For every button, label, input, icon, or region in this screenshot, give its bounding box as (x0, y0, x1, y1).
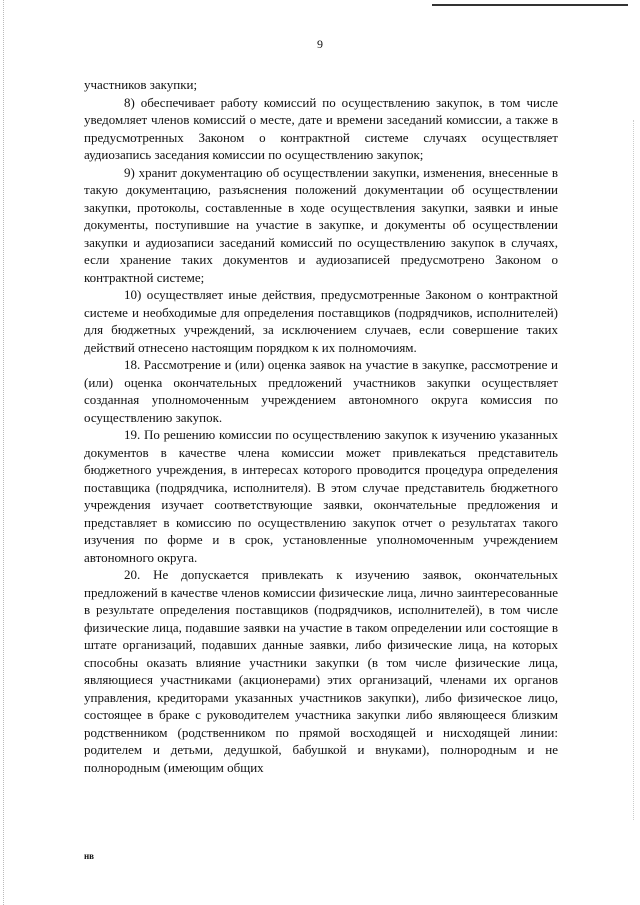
paragraph-clause-18: 18. Рассмотрение и (или) оценка заявок на участие в закупке, рассмотрение и (или) оценка окончательных предложений участников закупки осуществляет созданная уполномоченным учреждением автономного округа комиссия по осуществлению закупок. (84, 357, 558, 425)
paragraph-item-8: 8) обеспечивает работу комиссий по осуществлению закупок, в том числе уведомляет членов комиссий о месте, дате и времени заседаний комиссии, а также в предусмотренных Законом о контрактной системе случаях осуществляет аудиозапись заседания комиссии по осуществлению закупок; (84, 94, 558, 162)
paragraph-clause-19: 19. По решению комиссии по осуществлению закупок к изучению указанных документов в качестве члена комиссии может привлекаться представитель бюджетного учреждения, в интересах которого проводится процедура определения поставщика (подрядчика, исполнителя). В этом случае представитель бюджетного учреждения изучает соответствующие заявки, окончательные предложения и представляет в комиссию по осуществлению закупок отчет о результатах такого изучения по форме и в срок, установленные уполномоченным учреждением автономного округа. (84, 427, 558, 565)
paragraph-item-9: 9) хранит документацию об осуществлении закупки, изменения, внесенные в такую документацию, разъяснения положений документации об осуществлении закупки, протоколы, составленные в ходе осуществления закупки, заявки и иные документы, поступившие на участие в закупке, и документы об осуществлении закупки и аудиозаписи заседаний комиссий по осуществлению закупок в случаях, если хранение таких документов и аудиозаписей предусмотрено Законом о контрактной системе; (84, 164, 558, 285)
paragraph-item-10: 10) осуществляет иные действия, предусмотренные Законом о контрактной системе и необходимые для определения поставщиков (подрядчиков, исполнителей) для бюджетных учреждений, за исключением случаев, если совершение таких действий отнесено настоящим порядком к их полномочиям. (84, 287, 558, 355)
paragraph-continuation: участников закупки; (84, 77, 198, 92)
footer-mark: нв (84, 851, 95, 861)
scan-edge-dots (3, 0, 4, 905)
scan-edge-dots (633, 120, 634, 820)
document-body (84, 76, 558, 776)
scan-edge-line (432, 4, 628, 6)
paragraph-clause-20: 20. Не допускается привлекать к изучению заявок, окончательных предложений в качестве членов комиссии физические лица, лично заинтересованные в результате определения поставщиков (подрядчиков, исполнителей), в том числе физические лица, подавшие заявки на участие в таком определении или состоящие в штате организаций, подавших данные заявки, либо физические лица, на которых способны оказать влияние участники закупки (в том числе физические лица, являющиеся участниками (акционерами) этих организаций, членами их органов управления, кредиторами указанных участников закупки), либо физическое лицо, состоящее в браке с руководителем участника закупки либо являющееся близким родственником (родственником по прямой восходящей и нисходящей линии: родителем и детьми, дедушкой, бабушкой и внуками), полнородным и не полнородным (имеющим общих (84, 567, 558, 775)
page-number: 9 (317, 37, 323, 51)
